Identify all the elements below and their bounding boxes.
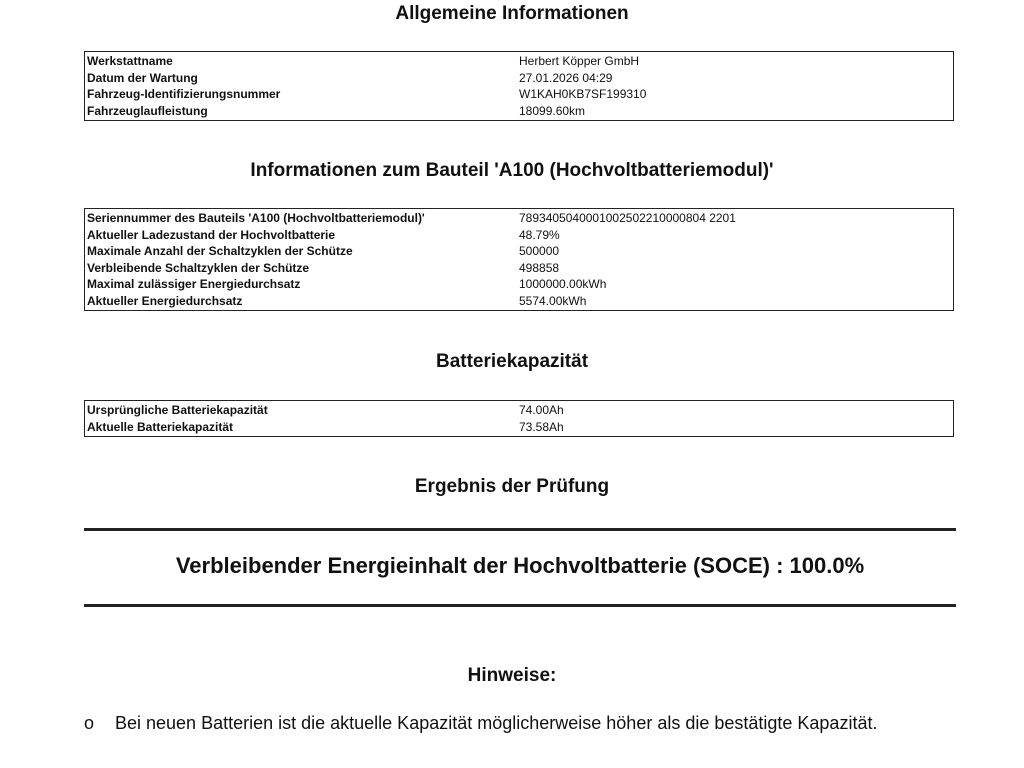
component-info-title: Informationen zum Bauteil 'A100 (Hochvoltbatteriemodul)' <box>250 160 774 181</box>
table-row <box>87 86 951 103</box>
table-row <box>87 227 951 244</box>
bullet-icon: o <box>84 713 95 733</box>
row-value: 18099.60km <box>519 103 586 118</box>
general-info-table <box>84 51 954 121</box>
row-label: Fahrzeuglaufleistung <box>87 103 208 118</box>
component-info-table <box>84 208 954 311</box>
row-value: 500000 <box>519 244 560 258</box>
table-row <box>87 419 951 436</box>
row-label: Verbleibende Schaltzyklen der Schütze <box>87 260 310 275</box>
row-label: Datum der Wartung <box>87 70 198 85</box>
row-label: Seriennummer des Bauteils 'A100 (Hochvoltbatteriemodul)' <box>87 211 425 225</box>
table-row <box>87 293 951 310</box>
table-row <box>87 103 951 120</box>
table-row <box>87 53 951 70</box>
row-label: Ursprüngliche Batteriekapazität <box>87 403 268 417</box>
result-divider-top <box>84 528 956 531</box>
result-title: Ergebnis der Prüfung <box>414 476 610 497</box>
capacity-table <box>84 400 954 437</box>
row-value: 73.58Ah <box>519 419 564 434</box>
row-value: 1000000.00kWh <box>519 277 607 291</box>
row-label: Fahrzeug-Identifizierungsnummer <box>87 87 281 101</box>
row-label: Maximale Anzahl der Schaltzyklen der Schütze <box>87 244 353 258</box>
general-info-title: Allgemeine Informationen <box>395 3 629 24</box>
table-row <box>87 402 951 419</box>
row-label: Maximal zulässiger Energiedurchsatz <box>87 277 301 291</box>
row-label: Aktueller Energiedurchsatz <box>87 293 243 308</box>
row-label: Werkstattname <box>87 54 173 68</box>
row-value: W1KAH0KB7SF199310 <box>519 87 647 101</box>
result-divider-bottom <box>84 604 956 607</box>
capacity-title: Batteriekapazität <box>435 351 589 372</box>
notes-list <box>84 711 944 735</box>
list-item <box>84 711 944 735</box>
row-value: 7893405040001002502210000804 2201 <box>519 211 736 225</box>
row-value: 498858 <box>519 260 560 275</box>
row-value: 48.79% <box>519 227 560 242</box>
table-row <box>87 243 951 260</box>
soce-result: Verbleibender Energieinhalt der Hochvoltbatterie (SOCE) : 100.0% <box>175 553 865 578</box>
row-value: 5574.00kWh <box>519 293 587 308</box>
table-row <box>87 260 951 277</box>
row-value: 27.01.2026 04:29 <box>519 70 613 85</box>
notes-title: Hinweise: <box>467 665 557 686</box>
row-label: Aktueller Ladezustand der Hochvoltbatterie <box>87 227 336 242</box>
note-text: Bei neuen Batterien ist die aktuelle Kapazität möglicherweise höher als die bestätigte Kapazität. <box>115 713 878 733</box>
table-row <box>87 276 951 293</box>
table-row <box>87 210 951 227</box>
row-label: Aktuelle Batteriekapazität <box>87 419 234 434</box>
row-value: Herbert Köpper GmbH <box>519 54 640 68</box>
row-value: 74.00Ah <box>519 403 564 417</box>
table-row <box>87 70 951 87</box>
